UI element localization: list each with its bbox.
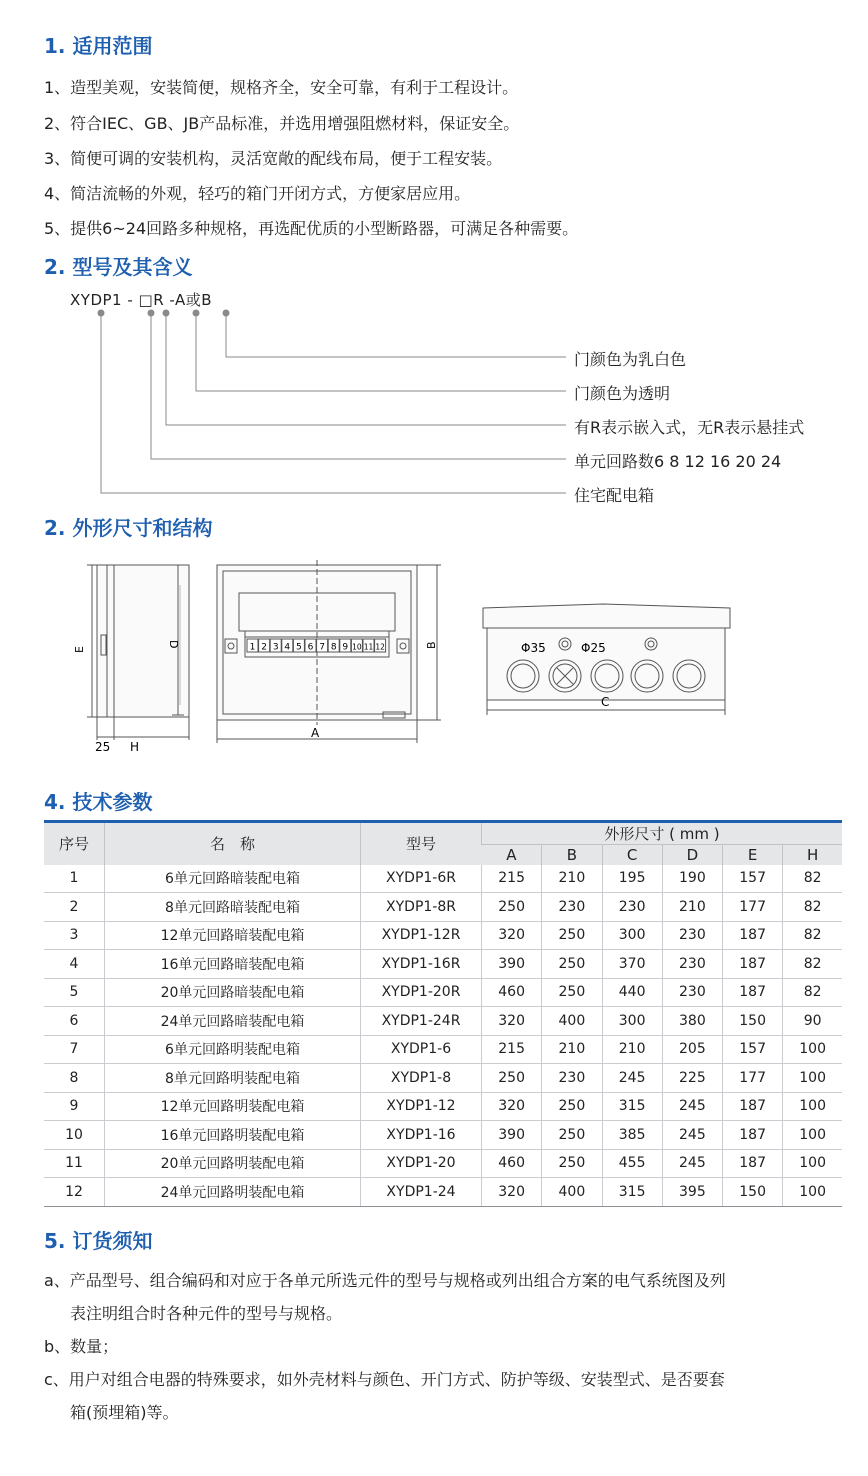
breaker-slot-row <box>247 639 386 653</box>
cell-dim-h: 82 <box>783 978 842 1007</box>
dim-label-D: D <box>167 640 180 649</box>
cell-dim-c: 315 <box>602 1092 662 1121</box>
cell-no: 5 <box>44 978 105 1007</box>
cell-no: 8 <box>44 1064 105 1093</box>
breaker-slot-number: 12 <box>375 642 385 652</box>
cell-dim-a: 250 <box>482 1064 542 1093</box>
cell-dim-d: 230 <box>662 921 722 950</box>
cell-dim-b: 250 <box>542 1149 602 1178</box>
table-row <box>44 893 842 922</box>
header-col-A: A <box>482 845 542 865</box>
breaker-slot-number: 11 <box>363 642 374 652</box>
cell-dim-b: 250 <box>542 1121 602 1150</box>
cell-dim-b: 250 <box>542 1092 602 1121</box>
breaker-slot-number: 1 <box>249 642 256 653</box>
cell-dim-c: 300 <box>602 1007 662 1036</box>
breaker-slot-number: 9 <box>342 642 349 653</box>
cell-model: XYDP1-16R <box>361 950 482 979</box>
cell-dim-e: 187 <box>723 1149 783 1178</box>
order-note-a-line2: 表注明组合时各种元件的型号与规格。 <box>70 1304 343 1323</box>
breaker-slot-number: 4 <box>284 642 291 653</box>
cell-name: 20单元回路暗装配电箱 <box>105 978 361 1007</box>
cell-model: XYDP1-6R <box>361 865 482 893</box>
cell-dim-e: 177 <box>723 893 783 922</box>
cell-dim-a: 215 <box>482 1035 542 1064</box>
cell-dim-h: 82 <box>783 893 842 922</box>
cell-name: 12单元回路暗装配电箱 <box>105 921 361 950</box>
cell-dim-c: 210 <box>602 1035 662 1064</box>
meaning-door-milky-white: 门颜色为乳白色 <box>574 350 687 369</box>
breaker-slot-number: 2 <box>261 642 267 653</box>
cell-model: XYDP1-20 <box>361 1149 482 1178</box>
cell-name: 6单元回路暗装配电箱 <box>105 865 361 893</box>
cell-model: XYDP1-8 <box>361 1064 482 1093</box>
cell-model: XYDP1-16 <box>361 1121 482 1150</box>
cell-dim-h: 82 <box>783 950 842 979</box>
feature-item-2: 2、符合IEC、GB、JB产品标准，并选用增强阻燃材料，保证安全。 <box>44 114 520 133</box>
cell-dim-b: 210 <box>542 865 602 893</box>
cell-dim-c: 385 <box>602 1121 662 1150</box>
header-no: 序号 <box>44 822 105 865</box>
dim-label-C: C <box>601 695 610 709</box>
header-col-C: C <box>602 845 662 865</box>
order-note-b: b、数量； <box>44 1337 119 1356</box>
dim-label-H: H <box>130 740 140 754</box>
cell-no: 6 <box>44 1007 105 1036</box>
cell-no: 11 <box>44 1149 105 1178</box>
header-col-E: E <box>723 845 783 865</box>
meaning-circuit-count: 单元回路数6 8 12 16 20 24 <box>574 452 782 471</box>
cell-dim-h: 100 <box>783 1035 842 1064</box>
cell-dim-d: 245 <box>662 1092 722 1121</box>
breaker-slot-number: 7 <box>319 642 325 653</box>
cell-dim-a: 250 <box>482 893 542 922</box>
cell-dim-d: 190 <box>662 865 722 893</box>
table-row <box>44 950 842 979</box>
section5-title: 5. 订货须知 <box>44 1229 153 1253</box>
section4-title: 4. 技术参数 <box>44 790 153 814</box>
dim-label-25: 25 <box>95 740 111 754</box>
cell-model: XYDP1-12R <box>361 921 482 950</box>
cell-dim-a: 320 <box>482 921 542 950</box>
cell-no: 1 <box>44 865 105 893</box>
cell-dim-b: 250 <box>542 978 602 1007</box>
cell-no: 4 <box>44 950 105 979</box>
cell-dim-c: 370 <box>602 950 662 979</box>
front-view-drawing <box>205 555 450 750</box>
dim-label-phi25: Φ25 <box>581 641 606 655</box>
cell-model: XYDP1-24 <box>361 1178 482 1207</box>
cell-dim-d: 230 <box>662 950 722 979</box>
side-view-depth-dim <box>160 560 190 725</box>
section1-title: 1. 适用范围 <box>44 34 153 58</box>
cell-dim-d: 395 <box>662 1178 722 1207</box>
feature-item-3: 3、简便可调的安装机构，灵活宽敞的配线布局，便于工程安装。 <box>44 149 503 168</box>
cell-dim-a: 390 <box>482 1121 542 1150</box>
cell-dim-d: 245 <box>662 1149 722 1178</box>
cell-dim-e: 187 <box>723 1092 783 1121</box>
cell-model: XYDP1-12 <box>361 1092 482 1121</box>
cell-dim-h: 82 <box>783 921 842 950</box>
cell-dim-e: 187 <box>723 978 783 1007</box>
order-note-c-line2: 箱(预埋箱)等。 <box>70 1403 179 1422</box>
cell-dim-h: 100 <box>783 1121 842 1150</box>
cell-dim-d: 245 <box>662 1121 722 1150</box>
table-row <box>44 1007 842 1036</box>
header-col-H: H <box>783 845 842 865</box>
cell-model: XYDP1-24R <box>361 1007 482 1036</box>
cell-dim-a: 320 <box>482 1092 542 1121</box>
cell-name: 16单元回路暗装配电箱 <box>105 950 361 979</box>
cell-dim-d: 210 <box>662 893 722 922</box>
cell-model: XYDP1-6 <box>361 1035 482 1064</box>
meaning-door-transparent: 门颜色为透明 <box>574 384 671 403</box>
cell-dim-h: 90 <box>783 1007 842 1036</box>
cell-model: XYDP1-20R <box>361 978 482 1007</box>
cell-no: 2 <box>44 893 105 922</box>
cell-name: 20单元回路明装配电箱 <box>105 1149 361 1178</box>
cell-dim-a: 215 <box>482 865 542 893</box>
order-note-c-line1: c、用户对组合电器的特殊要求，如外壳材料与颜色、开门方式、防护等级、安装型式、是否要套 <box>44 1370 725 1389</box>
cell-dim-c: 300 <box>602 921 662 950</box>
cell-name: 16单元回路明装配电箱 <box>105 1121 361 1150</box>
order-note-a-line1: a、产品型号、组合编码和对应于各单元所选元件的型号与规格或列出组合方案的电气系统图及列 <box>44 1271 726 1290</box>
cell-dim-e: 150 <box>723 1178 783 1207</box>
cell-dim-c: 315 <box>602 1178 662 1207</box>
breaker-slot-number: 3 <box>272 642 279 653</box>
breaker-slot-number: 6 <box>307 642 314 653</box>
cell-no: 10 <box>44 1121 105 1150</box>
section3-title: 2. 外形尺寸和结构 <box>44 516 213 540</box>
cell-dim-b: 210 <box>542 1035 602 1064</box>
model-code: XYDP1 - □R -A或B <box>70 291 213 309</box>
cell-dim-a: 390 <box>482 950 542 979</box>
cell-dim-e: 150 <box>723 1007 783 1036</box>
cell-dim-e: 157 <box>723 865 783 893</box>
cell-dim-e: 157 <box>723 1035 783 1064</box>
section2-title: 2. 型号及其含义 <box>44 255 193 279</box>
cell-name: 12单元回路明装配电箱 <box>105 1092 361 1121</box>
cell-name: 24单元回路明装配电箱 <box>105 1178 361 1207</box>
table-row <box>44 978 842 1007</box>
table-row <box>44 1121 842 1150</box>
feature-item-4: 4、简洁流畅的外观，轻巧的箱门开闭方式，方便家居应用。 <box>44 184 471 203</box>
cell-dim-c: 230 <box>602 893 662 922</box>
spec-table <box>44 820 842 1207</box>
cell-dim-c: 440 <box>602 978 662 1007</box>
breaker-slot-number: 8 <box>330 642 337 653</box>
cell-dim-b: 400 <box>542 1007 602 1036</box>
table-row <box>44 865 842 893</box>
cell-dim-d: 230 <box>662 978 722 1007</box>
header-model: 型号 <box>361 822 482 865</box>
dim-label-phi35: Φ35 <box>521 641 546 655</box>
cell-no: 12 <box>44 1178 105 1207</box>
cell-dim-c: 195 <box>602 865 662 893</box>
dim-label-B: B <box>425 641 438 649</box>
cell-dim-b: 400 <box>542 1178 602 1207</box>
cell-dim-d: 205 <box>662 1035 722 1064</box>
dim-label-A: A <box>311 726 320 740</box>
cell-model: XYDP1-8R <box>361 893 482 922</box>
header-dimensions: 外形尺寸 ( mm ) <box>482 822 843 845</box>
cell-no: 7 <box>44 1035 105 1064</box>
meaning-mounting-type: 有R表示嵌入式，无R表示悬挂式 <box>574 418 805 437</box>
cell-dim-e: 187 <box>723 950 783 979</box>
table-row <box>44 1149 842 1178</box>
header-col-B: B <box>542 845 602 865</box>
cell-no: 9 <box>44 1092 105 1121</box>
cell-name: 8单元回路暗装配电箱 <box>105 893 361 922</box>
cell-dim-b: 250 <box>542 950 602 979</box>
cell-name: 24单元回路暗装配电箱 <box>105 1007 361 1036</box>
cell-dim-d: 225 <box>662 1064 722 1093</box>
cell-dim-b: 230 <box>542 893 602 922</box>
table-row <box>44 921 842 950</box>
table-row <box>44 1178 842 1207</box>
cell-name: 8单元回路明装配电箱 <box>105 1064 361 1093</box>
cell-dim-c: 245 <box>602 1064 662 1093</box>
cell-name: 6单元回路明装配电箱 <box>105 1035 361 1064</box>
cell-dim-h: 100 <box>783 1149 842 1178</box>
feature-item-5: 5、提供6~24回路多种规格，再选配优质的小型断路器，可满足各种需要。 <box>44 219 579 238</box>
model-code-leader-lines <box>0 300 600 500</box>
header-name: 名 称 <box>105 822 361 865</box>
cell-dim-h: 82 <box>783 865 842 893</box>
breaker-slot-number: 5 <box>296 642 302 653</box>
cell-dim-a: 460 <box>482 978 542 1007</box>
cell-dim-h: 100 <box>783 1178 842 1207</box>
cell-dim-e: 187 <box>723 921 783 950</box>
bottom-view-drawing <box>475 600 745 720</box>
table-row <box>44 1064 842 1093</box>
cell-dim-h: 100 <box>783 1064 842 1093</box>
cell-dim-a: 460 <box>482 1149 542 1178</box>
cell-dim-d: 380 <box>662 1007 722 1036</box>
breaker-slot-number: 10 <box>352 642 362 652</box>
dim-label-E: E <box>73 646 86 653</box>
cell-dim-c: 455 <box>602 1149 662 1178</box>
feature-item-1: 1、造型美观，安装简便，规格齐全，安全可靠，有利于工程设计。 <box>44 78 519 97</box>
cell-dim-e: 177 <box>723 1064 783 1093</box>
cell-dim-a: 320 <box>482 1007 542 1036</box>
meaning-residential-box: 住宅配电箱 <box>574 486 655 505</box>
cell-dim-a: 320 <box>482 1178 542 1207</box>
cell-dim-h: 100 <box>783 1092 842 1121</box>
cell-dim-e: 187 <box>723 1121 783 1150</box>
table-row <box>44 1092 842 1121</box>
table-row <box>44 1035 842 1064</box>
cell-dim-b: 230 <box>542 1064 602 1093</box>
cell-dim-b: 250 <box>542 921 602 950</box>
cell-no: 3 <box>44 921 105 950</box>
header-col-D: D <box>662 845 722 865</box>
